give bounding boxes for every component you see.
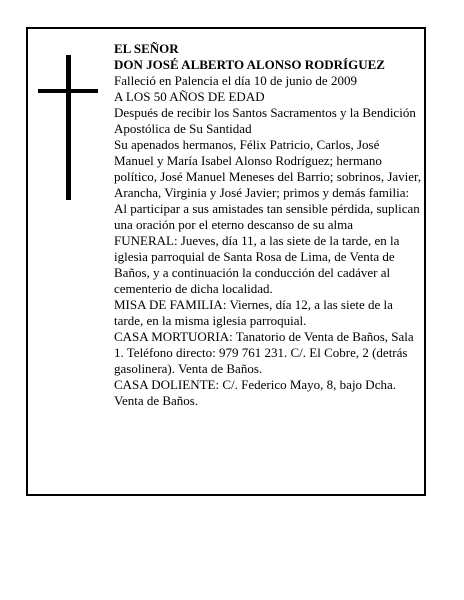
mortuary-paragraph: CASA MORTUORIA: Tanatorio de Venta de Baños, Sala 1. Teléfono directo: 979 761 231. C/. El Cobre, 2 (detrás gasolinera). Venta de Baños. bbox=[114, 329, 414, 376]
title-line-1: EL SEÑOR bbox=[114, 41, 179, 56]
obituary-text bbox=[114, 41, 422, 409]
grieving-home-paragraph: CASA DOLIENTE: C/. Federico Mayo, 8, bajo Dcha. Venta de Baños. bbox=[114, 377, 396, 408]
age-line: A LOS 50 AÑOS DE EDAD bbox=[114, 89, 265, 104]
cross-vertical-bar bbox=[66, 55, 71, 200]
deceased-name: DON JOSÉ ALBERTO ALONSO RODRÍGUEZ bbox=[114, 57, 385, 72]
sacraments-paragraph: Después de recibir los Santos Sacramentos y la Bendición Apostólica de Su Santidad bbox=[114, 105, 416, 136]
death-line: Falleció en Palencia el día 10 de junio de 2009 bbox=[114, 73, 357, 88]
request-paragraph: Al participar a sus amistades tan sensible pérdida, suplican una oración por el eterno descanso de su alma bbox=[114, 201, 420, 232]
family-mass-paragraph: MISA DE FAMILIA: Viernes, día 12, a las siete de la tarde, en la misma iglesia parroquial. bbox=[114, 297, 393, 328]
cross-icon bbox=[38, 55, 98, 200]
obituary-notice bbox=[26, 27, 426, 496]
family-paragraph: Su apenados hermanos, Félix Patricio, Carlos, José Manuel y María Isabel Alonso Rodríguez; hermano político, José Manuel Meneses del Barrio; sobrinos, Javier, Arancha, Virginia y José Javier; primos y demás familia: bbox=[114, 137, 422, 200]
cross-horizontal-bar bbox=[38, 89, 98, 93]
funeral-paragraph: FUNERAL: Jueves, día 11, a las siete de la tarde, en la iglesia parroquial de Santa Rosa de Lima, de Venta de Baños, y a continuación la conducción del cadáver al cementerio de dicha localidad. bbox=[114, 233, 400, 296]
